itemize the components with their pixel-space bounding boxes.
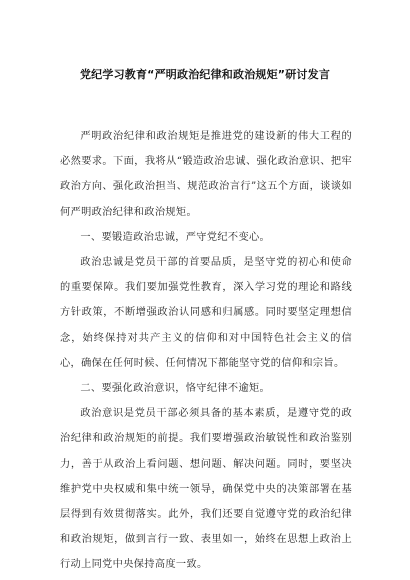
intro-paragraph: 严明政治纪律和政治规矩是推进党的建设新的伟大工程的必然要求。下面，我将从“锻造政治忠诚、强化政治意识、把牢政治方向、强化政治担当、规范政治言行”这五个方面，谈谈如何严明政治纪律和政治规矩。 xyxy=(60,131,352,218)
section-heading-1: 一、要锻造政治忠诚，严守党纪不变心。 xyxy=(80,231,271,243)
section-heading-2: 二、要强化政治意识，恪守纪律不逾矩。 xyxy=(80,383,271,395)
section-paragraph-2: 政治意识是党员干部必须具备的基本素质，是遵守党的政治纪律和政治规矩的前提。我们要增强政治敏锐性和政治鉴别力，善于从政治上看问题、想问题、解决问题。同时，要坚决维护党中央权威和集中统一领导，确保党中央的决策部署在基层得到有效贯彻落实。此外，我们还要自觉遵守党的政治纪律和政治规矩，做到言行一致、表里如一，始终在思想上政治上行动上同党中央保持高度一致。 xyxy=(60,408,352,571)
section-paragraph-1: 政治忠诚是党员干部的首要品质，是坚守党的初心和使命的重要保障。我们要加强党性教育，深入学习党的理论和路线方针政策，不断增强政治认同感和归属感。同时要坚定理想信念，始终保持对共产主义的信仰和对中国特色社会主义的信心，确保在任何时候、任何情况下都能坚守党的信仰和宗旨。 xyxy=(60,257,352,369)
document-title: 党纪学习教育“严明政治纪律和政治规矩”研讨发言 xyxy=(79,68,331,81)
document-body xyxy=(60,124,352,578)
